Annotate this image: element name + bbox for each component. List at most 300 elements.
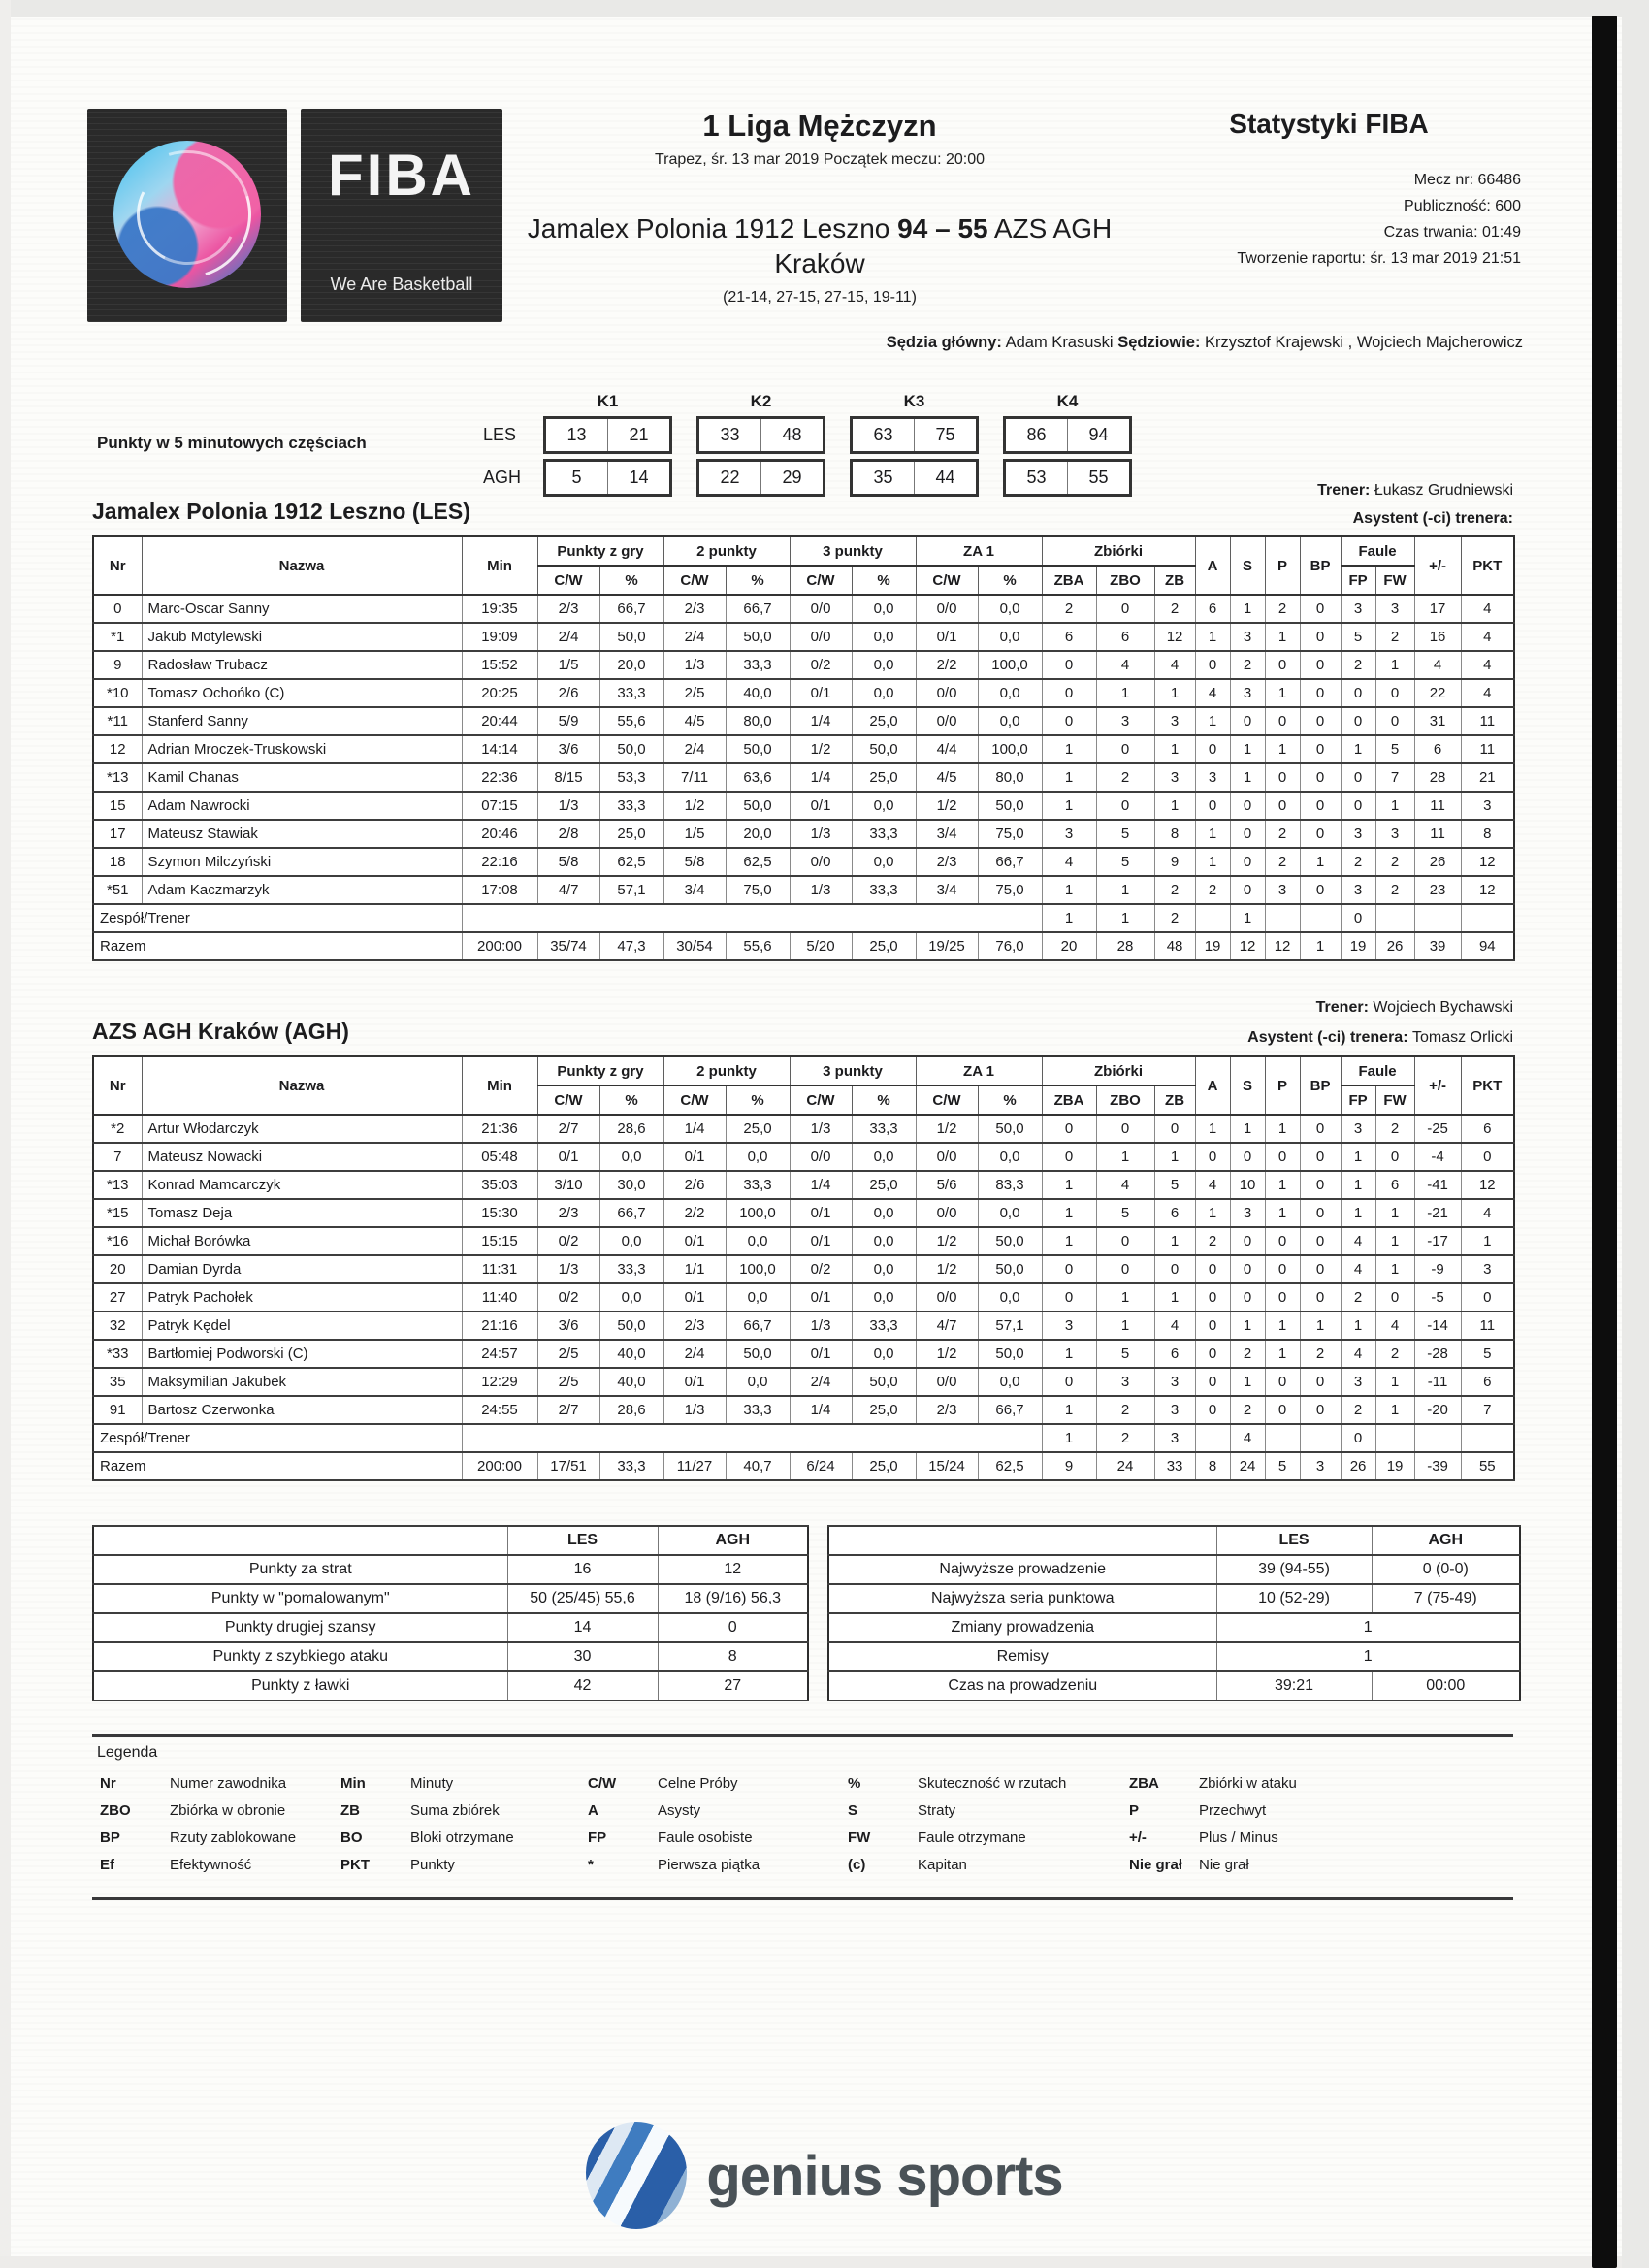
les-stat-table	[92, 535, 1515, 961]
basketball-icon	[113, 141, 261, 288]
stat-cell: 2	[1375, 1115, 1414, 1143]
stat-cell	[1375, 1424, 1414, 1452]
stat-cell: 11	[1461, 1312, 1514, 1340]
player-row	[93, 792, 1514, 820]
stat-cell: 11	[1461, 707, 1514, 735]
stat-cell: 4/5	[916, 763, 978, 792]
stat-cell: 5	[1096, 848, 1154, 876]
stat-cell: 50,0	[599, 1312, 663, 1340]
column-subheader: %	[599, 1085, 663, 1115]
les-stat-table-wrap	[92, 535, 1513, 961]
summary-value-span: 1	[1216, 1642, 1520, 1671]
player-row	[93, 1368, 1514, 1396]
stat-cell: 200:00	[462, 932, 537, 960]
stat-cell: 1	[1265, 1171, 1300, 1199]
stat-cell: 0	[1375, 1143, 1414, 1171]
les-assistant-line	[92, 510, 1513, 528]
stat-cell: 6/24	[790, 1452, 852, 1480]
stat-cell: 0	[1195, 1368, 1230, 1396]
stat-cell: 17:08	[462, 876, 537, 904]
stat-cell: 1	[1341, 1312, 1375, 1340]
stat-cell: 9	[1042, 1452, 1096, 1480]
stat-cell: 1	[1265, 1115, 1300, 1143]
player-name-cell: Konrad Mamcarczyk	[142, 1171, 462, 1199]
fiba-logo-text-panel	[301, 109, 502, 322]
legend-item	[588, 1851, 848, 1878]
stat-cell: 33,3	[726, 1396, 790, 1424]
stat-cell: 1	[1096, 679, 1154, 707]
legend-abbr: Nie grał	[1129, 1856, 1183, 1873]
referees-label: Sędziowie:	[1117, 334, 1201, 351]
stat-cell: 1/4	[790, 707, 852, 735]
stat-cell: 5/9	[537, 707, 599, 735]
summary-row	[93, 1555, 808, 1584]
stat-cell: 0/1	[916, 623, 978, 651]
stat-cell: 5	[1154, 1171, 1195, 1199]
stat-cell: 0,0	[726, 1227, 790, 1255]
stat-cell: -21	[1414, 1199, 1461, 1227]
stat-cell: 0	[1265, 1396, 1300, 1424]
stat-cell: 4/7	[916, 1312, 978, 1340]
quarter-team-label: LES	[483, 425, 517, 444]
stat-cell: 12	[1461, 876, 1514, 904]
stat-cell: 50,0	[852, 1368, 916, 1396]
summary-value-les: 39 (94-55)	[1216, 1555, 1372, 1584]
stat-cell: 33,3	[599, 792, 663, 820]
away-team-name-line2: Kraków	[774, 248, 865, 278]
column-subheader: %	[726, 1085, 790, 1115]
column-header: ZA 1	[916, 536, 1042, 566]
stat-cell: 4	[1461, 595, 1514, 623]
fiba-wordmark: FIBA	[328, 143, 475, 208]
stat-cell: 33,3	[852, 1115, 916, 1143]
stat-cell: 0	[1230, 1255, 1265, 1283]
stat-cell: 1	[1042, 1340, 1096, 1368]
totals-row	[93, 1452, 1514, 1480]
stat-cell: 0,0	[978, 1368, 1042, 1396]
player-name-cell: Szymon Milczyński	[142, 848, 462, 876]
stat-cell: 2/2	[916, 651, 978, 679]
stat-cell: *51	[93, 876, 142, 904]
quarter-score-cell: 33	[720, 425, 740, 444]
stat-cell: 4/7	[537, 876, 599, 904]
stat-cell: 19/25	[916, 932, 978, 960]
stat-cell: 100,0	[978, 651, 1042, 679]
quarter-score-cell: 44	[914, 462, 976, 494]
summary-team-header: LES	[507, 1526, 658, 1555]
agh-coach-name: Wojciech Bychawski	[1373, 999, 1513, 1016]
stat-cell: 0	[1300, 820, 1341, 848]
quarter-score-cell: 86	[1026, 425, 1047, 444]
stat-cell: 50,0	[599, 623, 663, 651]
stat-cell: 2	[1375, 1340, 1414, 1368]
summary-label: Czas na prowadzeniu	[828, 1671, 1216, 1701]
totals-label: Razem	[93, 1452, 462, 1480]
stat-cell: 3	[1195, 763, 1230, 792]
stat-cell: 1	[1300, 848, 1341, 876]
column-header: Min	[462, 536, 537, 595]
stat-cell: 0	[1300, 595, 1341, 623]
summary-label: Punkty z szybkiego ataku	[93, 1642, 507, 1671]
stat-cell: 3	[1154, 763, 1195, 792]
column-subheader: C/W	[537, 1085, 599, 1115]
column-subheader: C/W	[663, 566, 726, 595]
stat-cell: 19:09	[462, 623, 537, 651]
stat-cell: 22:36	[462, 763, 537, 792]
stat-cell: 1/3	[537, 792, 599, 820]
totals-label: Razem	[93, 932, 462, 960]
stat-cell: *11	[93, 707, 142, 735]
stat-cell: 4	[1341, 1227, 1375, 1255]
summary-label: Najwyższe prowadzenie	[828, 1555, 1216, 1584]
stat-cell: 4	[1414, 651, 1461, 679]
stat-cell: 0	[1265, 1227, 1300, 1255]
quarter-period-label: K2	[750, 392, 772, 410]
stat-cell: 3	[1341, 1368, 1375, 1396]
stat-cell: 0	[1042, 679, 1096, 707]
stat-cell: 12:29	[462, 1368, 537, 1396]
stat-cell: 0	[1375, 1283, 1414, 1312]
stat-cell: 1	[1042, 763, 1096, 792]
stat-cell: 1	[1195, 820, 1230, 848]
player-row	[93, 848, 1514, 876]
summary-value-span: 1	[1216, 1613, 1520, 1642]
summary-row	[828, 1642, 1520, 1671]
main-referee-label: Sędzia główny:	[886, 334, 1002, 351]
column-header: P	[1265, 1056, 1300, 1115]
legend-item	[100, 1769, 340, 1797]
player-row	[93, 1143, 1514, 1171]
stat-cell: 0/1	[537, 1143, 599, 1171]
stat-cell: 1	[1154, 792, 1195, 820]
stat-cell: 1	[1096, 876, 1154, 904]
player-row	[93, 1171, 1514, 1199]
summary-value-agh: 7 (75-49)	[1372, 1584, 1520, 1613]
stat-cell: 50,0	[978, 1255, 1042, 1283]
column-subheader: %	[599, 566, 663, 595]
stat-cell: -39	[1414, 1452, 1461, 1480]
stat-cell: 1	[1042, 1227, 1096, 1255]
fiba-tagline: We Are Basketball	[330, 275, 473, 294]
stat-cell: 5	[1096, 1340, 1154, 1368]
legend-item	[340, 1824, 588, 1851]
stat-cell: 75,0	[978, 876, 1042, 904]
match-info-block	[1135, 167, 1523, 272]
stat-cell: 0/1	[663, 1368, 726, 1396]
stat-cell: 0,0	[599, 1283, 663, 1312]
stat-cell: 8	[1195, 1452, 1230, 1480]
stat-cell: 0	[1300, 876, 1341, 904]
stat-cell: 2	[1042, 595, 1096, 623]
stat-cell: 4	[1195, 1171, 1230, 1199]
stat-cell: 1	[1042, 1396, 1096, 1424]
column-header: A	[1195, 536, 1230, 595]
scan-edge-right	[1622, 0, 1649, 2268]
stat-cell: 39	[1414, 932, 1461, 960]
summary-value-les: 30	[507, 1642, 658, 1671]
stat-cell: 0	[1096, 1227, 1154, 1255]
stat-cell: 32	[93, 1312, 142, 1340]
stat-cell: 0	[1300, 735, 1341, 763]
stat-cell: 31	[1414, 707, 1461, 735]
legend-abbr: %	[848, 1774, 861, 1792]
stat-cell: 0/1	[790, 679, 852, 707]
stat-cell: 10	[1230, 1171, 1265, 1199]
column-header: 3 punkty	[790, 1056, 916, 1085]
legend-abbr: (c)	[848, 1856, 866, 1873]
stat-cell: 0	[1096, 1255, 1154, 1283]
stat-cell: 75,0	[978, 820, 1042, 848]
agh-assistant-name: Tomasz Orlicki	[1411, 1029, 1513, 1046]
stat-cell: 80,0	[978, 763, 1042, 792]
stat-cell: 8	[1461, 820, 1514, 848]
summary-value-agh: 8	[658, 1642, 808, 1671]
stat-cell: 55,6	[599, 707, 663, 735]
stat-cell: 11/27	[663, 1452, 726, 1480]
stat-cell: 3	[1341, 820, 1375, 848]
stat-cell: 1	[1265, 623, 1300, 651]
summary-team-header: AGH	[1372, 1526, 1520, 1555]
stat-cell: 6	[1154, 1199, 1195, 1227]
quarter-score-cell: 5	[571, 468, 582, 487]
summary-value-agh: 27	[658, 1671, 808, 1701]
stat-cell: 0	[1230, 1227, 1265, 1255]
stat-cell: 0,0	[726, 1368, 790, 1396]
player-row	[93, 651, 1514, 679]
stat-cell	[1461, 1424, 1514, 1452]
stat-cell: 0	[1042, 1368, 1096, 1396]
player-row	[93, 876, 1514, 904]
column-subheader: ZB	[1154, 1085, 1195, 1115]
team-bench-blank	[462, 904, 1042, 932]
stat-cell: *1	[93, 623, 142, 651]
stat-cell: 15	[93, 792, 142, 820]
column-subheader: C/W	[537, 566, 599, 595]
column-subheader: ZBA	[1042, 566, 1096, 595]
stat-cell: 0,0	[852, 1283, 916, 1312]
stat-cell: 3/6	[537, 1312, 599, 1340]
player-row	[93, 679, 1514, 707]
stat-cell: 3	[1042, 1312, 1096, 1340]
stat-cell: 3/4	[916, 820, 978, 848]
stat-cell: 2/5	[663, 679, 726, 707]
stat-cell: 0/1	[663, 1283, 726, 1312]
stat-cell: 3	[1154, 1396, 1195, 1424]
stat-cell: 11:40	[462, 1283, 537, 1312]
referees-line	[485, 334, 1523, 352]
stat-cell: 2/4	[790, 1368, 852, 1396]
stat-cell: 1	[1195, 623, 1230, 651]
stat-cell: 0,0	[852, 792, 916, 820]
legend-abbr: Nr	[100, 1774, 116, 1792]
column-header: 3 punkty	[790, 536, 916, 566]
stat-cell: 3/4	[663, 876, 726, 904]
stat-cell: 5/8	[537, 848, 599, 876]
stat-cell: 3	[1461, 792, 1514, 820]
stat-cell: 66,7	[978, 848, 1042, 876]
stat-cell: 12	[93, 735, 142, 763]
stat-cell: 0/0	[916, 595, 978, 623]
legend-abbr: BP	[100, 1829, 120, 1846]
legend-item	[340, 1769, 588, 1797]
legend-abbr: ZBO	[100, 1801, 131, 1819]
summary-value-agh: 0	[658, 1613, 808, 1642]
legend-abbr: A	[588, 1801, 598, 1819]
quarter-score-cell: 94	[1067, 419, 1129, 451]
stat-cell: 2	[1195, 1227, 1230, 1255]
fiba-logo-ball-panel	[87, 109, 287, 322]
stat-cell: 1	[1154, 1143, 1195, 1171]
summary-row	[828, 1613, 1520, 1642]
stat-cell: 0,0	[852, 1143, 916, 1171]
stat-cell: 0	[1300, 1227, 1341, 1255]
stat-cell: 1/3	[790, 820, 852, 848]
stat-cell: 25,0	[852, 1452, 916, 1480]
stat-cell: 4	[1341, 1255, 1375, 1283]
summary-value-agh: 0 (0-0)	[1372, 1555, 1520, 1584]
stat-cell: 15:52	[462, 651, 537, 679]
column-header: Faule	[1341, 1056, 1414, 1085]
stat-cell: 07:15	[462, 792, 537, 820]
stat-cell: *13	[93, 1171, 142, 1199]
divider-bottom-legend	[92, 1897, 1513, 1900]
stat-cell: 0	[1230, 1143, 1265, 1171]
column-subheader: FP	[1341, 566, 1375, 595]
stat-cell: 0	[1300, 1368, 1341, 1396]
stat-cell: 0	[1265, 651, 1300, 679]
stat-cell: 75,0	[726, 876, 790, 904]
stat-cell: 0	[1042, 1255, 1096, 1283]
stat-cell: 1	[1375, 1227, 1414, 1255]
stat-cell: 5	[1265, 1452, 1300, 1480]
stat-cell: 0/0	[916, 707, 978, 735]
totals-row	[93, 932, 1514, 960]
legend-abbr: ZBA	[1129, 1774, 1159, 1792]
stat-cell: 15:15	[462, 1227, 537, 1255]
column-subheader: C/W	[663, 1085, 726, 1115]
stat-cell: 7/11	[663, 763, 726, 792]
les-coach-label: Trener:	[1317, 482, 1371, 499]
summary-label: Punkty z ławki	[93, 1671, 507, 1701]
stat-cell: 0,0	[978, 1143, 1042, 1171]
stat-cell: 33,3	[726, 1171, 790, 1199]
stat-cell	[1461, 904, 1514, 932]
stats-title: Statystyki FIBA	[1229, 109, 1429, 139]
stat-cell: 2	[1096, 1424, 1154, 1452]
summary-value-les: 42	[507, 1671, 658, 1701]
quarter-period-label: K1	[597, 392, 619, 410]
stat-cell: 0,0	[599, 1143, 663, 1171]
stat-cell: 1/3	[790, 1115, 852, 1143]
legend-item	[340, 1851, 588, 1878]
stat-cell: 62,5	[599, 848, 663, 876]
stat-cell: 66,7	[726, 1312, 790, 1340]
quarter-period-label: K3	[903, 392, 925, 410]
league-title: 1 Liga Mężczyzn	[702, 109, 937, 143]
stat-cell: 1	[1265, 1199, 1300, 1227]
stat-cell: 26	[1414, 848, 1461, 876]
player-name-cell: Bartłomiej Podworski (C)	[142, 1340, 462, 1368]
stat-cell: 5/20	[790, 932, 852, 960]
stat-cell: 1	[1265, 1312, 1300, 1340]
stat-cell: 35/74	[537, 932, 599, 960]
stat-cell: 2/7	[537, 1115, 599, 1143]
quarter-scores-label: Punkty w 5 minutowych częściach	[97, 434, 367, 452]
column-header: A	[1195, 1056, 1230, 1115]
summary-left-wrap	[92, 1525, 809, 1701]
legend-abbr: Ef	[100, 1856, 114, 1873]
fiba-logo	[87, 109, 502, 322]
stat-cell: 1/4	[790, 1171, 852, 1199]
team-bench-row	[93, 904, 1514, 932]
stat-cell: 20	[1042, 932, 1096, 960]
stat-cell: 3	[1096, 707, 1154, 735]
stat-cell: 0	[1265, 792, 1300, 820]
stat-cell: 0	[1300, 651, 1341, 679]
quarter-header-row	[483, 392, 1156, 411]
stat-cell: 3	[1042, 820, 1096, 848]
stat-cell: 3	[1154, 707, 1195, 735]
stat-cell: 2	[1375, 876, 1414, 904]
stat-cell: 40,0	[599, 1340, 663, 1368]
column-subheader: C/W	[916, 1085, 978, 1115]
stat-cell: 0	[1265, 707, 1300, 735]
stat-cell: 1	[1341, 735, 1375, 763]
stat-cell: 0	[1195, 1143, 1230, 1171]
stat-cell	[1265, 1424, 1300, 1452]
stat-cell: 27	[93, 1283, 142, 1312]
quarter-score-box	[543, 416, 672, 454]
column-subheader: C/W	[790, 1085, 852, 1115]
player-name-cell: Tomasz Ochońko (C)	[142, 679, 462, 707]
away-team-name-line1: AZS AGH	[993, 213, 1113, 243]
match-result-line	[504, 211, 1135, 281]
legend-description: Plus / Minus	[1199, 1829, 1278, 1846]
stat-cell: 24:55	[462, 1396, 537, 1424]
stat-cell: 1	[1230, 1368, 1265, 1396]
player-name-cell: Mateusz Stawiak	[142, 820, 462, 848]
stat-cell: 1	[1195, 1199, 1230, 1227]
stat-cell: 55,6	[726, 932, 790, 960]
les-coach-line	[92, 482, 1513, 500]
attendance: Publiczność: 600	[1404, 198, 1521, 214]
stat-cell: 1/2	[663, 792, 726, 820]
stat-cell: 0	[1096, 792, 1154, 820]
quarter-score-box	[1003, 416, 1132, 454]
stat-cell: 0,0	[978, 623, 1042, 651]
stat-cell: 1	[1195, 848, 1230, 876]
stat-cell: 0	[1300, 1255, 1341, 1283]
scan-black-strip-artifact	[1592, 16, 1617, 2268]
stat-cell: 0	[1154, 1115, 1195, 1143]
summary-leads-table	[827, 1525, 1521, 1701]
column-header: BP	[1300, 1056, 1341, 1115]
stat-cell: 21:16	[462, 1312, 537, 1340]
stat-cell: 0/1	[790, 1199, 852, 1227]
quarter-score-cell: 21	[607, 419, 669, 451]
stat-cell: 3	[1341, 595, 1375, 623]
stat-cell: 2/6	[537, 679, 599, 707]
stat-cell: 100,0	[726, 1199, 790, 1227]
stat-cell: 2	[1265, 595, 1300, 623]
stat-cell: 1/1	[663, 1255, 726, 1283]
stat-cell: 0/1	[790, 1283, 852, 1312]
stat-cell: 6	[1154, 1340, 1195, 1368]
stat-cell: 24	[1096, 1452, 1154, 1480]
stat-cell: 0/1	[663, 1227, 726, 1255]
legend-abbr: FP	[588, 1829, 607, 1846]
agh-coach-label: Trener:	[1315, 999, 1369, 1016]
